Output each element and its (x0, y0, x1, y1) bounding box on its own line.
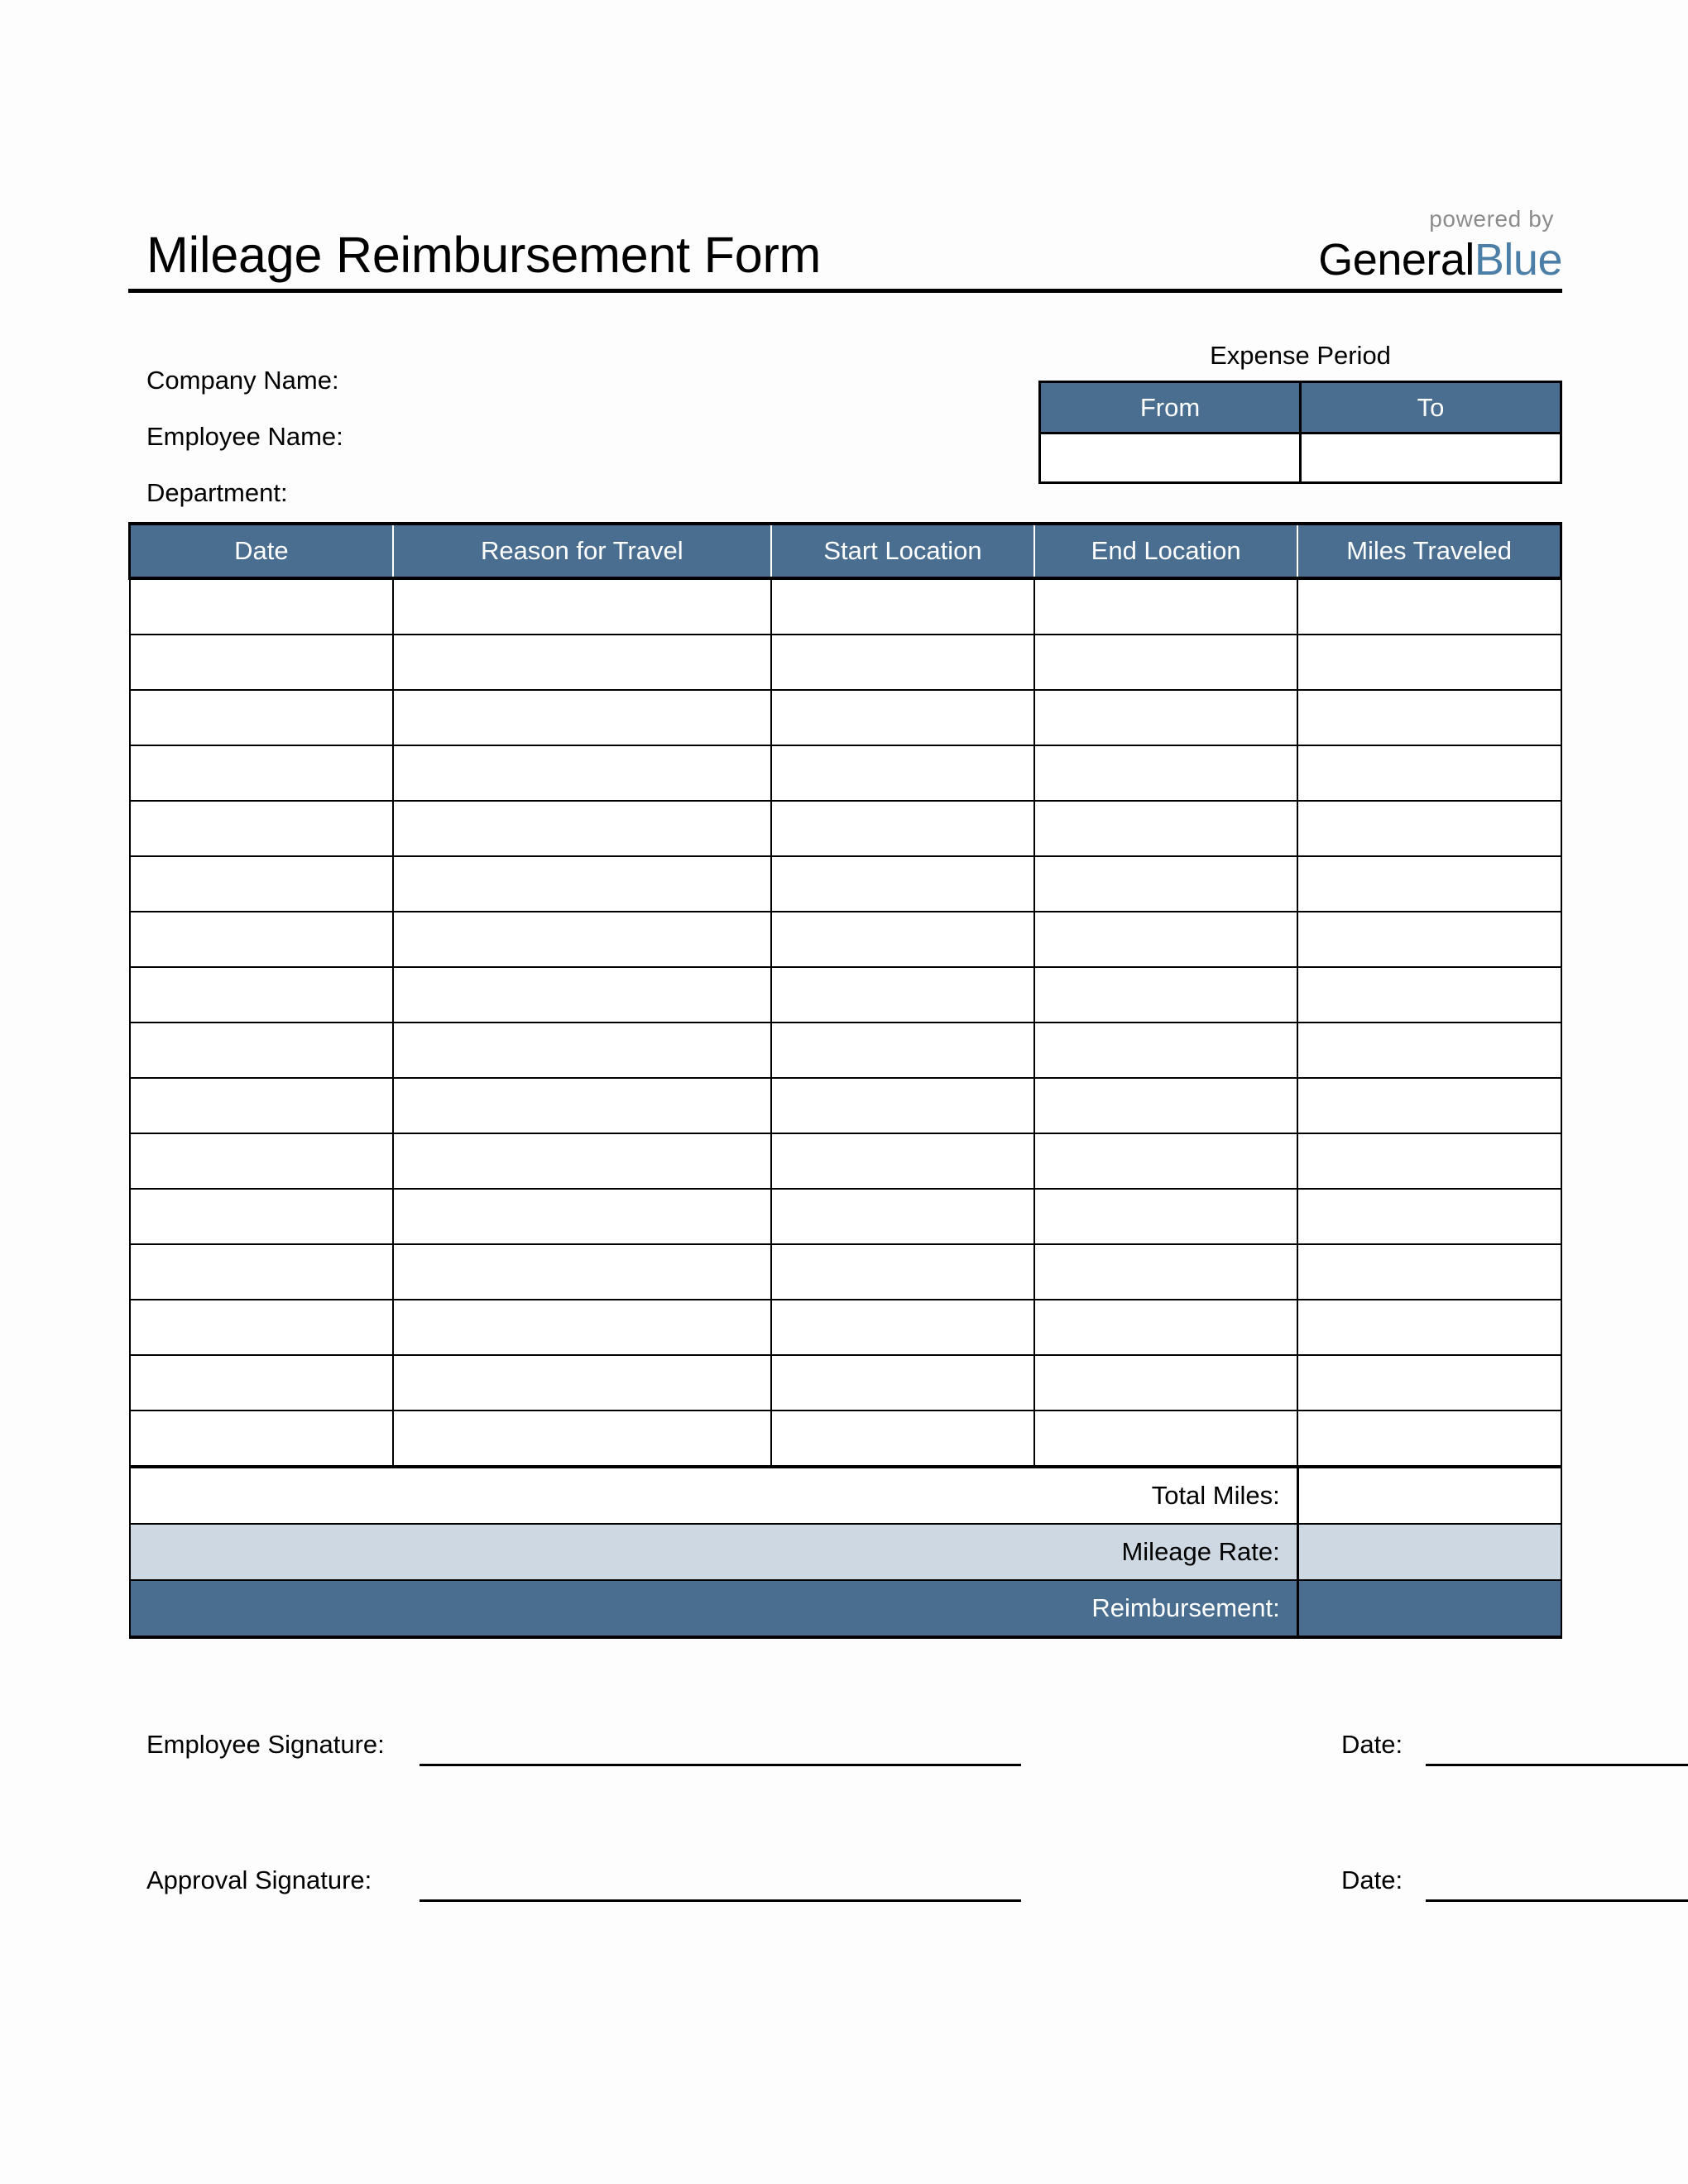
table-row (130, 635, 1561, 690)
total-miles-value[interactable] (1297, 1467, 1561, 1524)
powered-by-label: powered by (1429, 206, 1554, 232)
form-info-section (128, 341, 1562, 507)
expense-to-header: To (1301, 382, 1561, 433)
table-cell[interactable] (130, 1300, 393, 1355)
column-header-start-location: Start Location (771, 524, 1034, 578)
table-cell[interactable] (393, 856, 771, 912)
table-cell[interactable] (771, 745, 1034, 801)
table-row (130, 801, 1561, 856)
table-cell[interactable] (393, 801, 771, 856)
table-cell[interactable] (1034, 1244, 1297, 1300)
mileage-table-head (130, 524, 1561, 578)
table-cell[interactable] (1034, 745, 1297, 801)
table-cell[interactable] (771, 967, 1034, 1023)
table-row (130, 912, 1561, 967)
table-row (130, 690, 1561, 745)
table-cell[interactable] (1034, 1023, 1297, 1078)
table-cell[interactable] (130, 967, 393, 1023)
table-cell[interactable] (1297, 578, 1561, 635)
brand-name-blue: Blue (1474, 235, 1562, 285)
table-cell[interactable] (771, 1300, 1034, 1355)
approval-date-label: Date: (1341, 1866, 1403, 1894)
table-row (130, 578, 1561, 635)
table-row (130, 1189, 1561, 1244)
department-label: Department: (146, 478, 288, 507)
employee-signature-row (128, 1726, 1562, 1815)
title-divider (128, 289, 1562, 293)
table-row (130, 1410, 1561, 1467)
employee-date-label: Date: (1341, 1730, 1403, 1759)
table-cell[interactable] (1034, 1189, 1297, 1244)
table-cell[interactable] (130, 1023, 393, 1078)
table-cell[interactable] (393, 1244, 771, 1300)
table-row (130, 1023, 1561, 1078)
page-content (128, 0, 1562, 1941)
table-cell[interactable] (1297, 1023, 1561, 1078)
table-cell[interactable] (771, 856, 1034, 912)
mileage-table-body (130, 578, 1561, 1467)
table-cell[interactable] (130, 745, 393, 801)
table-cell[interactable] (1297, 856, 1561, 912)
column-header-miles-traveled: Miles Traveled (1297, 524, 1561, 578)
table-cell[interactable] (393, 1023, 771, 1078)
reimbursement-row (130, 1580, 1561, 1637)
expense-period-header-row (1040, 382, 1561, 433)
table-cell[interactable] (771, 1355, 1034, 1410)
table-cell[interactable] (393, 1355, 771, 1410)
expense-period-table (1038, 381, 1562, 484)
approval-signature-row (128, 1861, 1562, 1951)
column-header-end-location: End Location (1034, 524, 1297, 578)
table-cell[interactable] (393, 1189, 771, 1244)
table-cell[interactable] (1297, 912, 1561, 967)
table-cell[interactable] (130, 578, 393, 635)
reimbursement-label: Reimbursement: (130, 1580, 1298, 1637)
table-cell[interactable] (1034, 1355, 1297, 1410)
table-cell[interactable] (1034, 1078, 1297, 1133)
approval-signature-label: Approval Signature: (146, 1866, 372, 1894)
table-cell[interactable] (1034, 578, 1297, 635)
employee-signature-line[interactable] (420, 1764, 1021, 1766)
table-cell[interactable] (130, 1410, 393, 1467)
table-cell[interactable] (771, 1078, 1034, 1133)
table-cell[interactable] (393, 1133, 771, 1189)
table-row (130, 745, 1561, 801)
table-cell[interactable] (1034, 1300, 1297, 1355)
table-cell[interactable] (1297, 967, 1561, 1023)
reimbursement-value[interactable] (1297, 1580, 1561, 1637)
table-cell[interactable] (130, 635, 393, 690)
column-header-date: Date (130, 524, 393, 578)
employee-date-line[interactable] (1426, 1764, 1688, 1766)
table-cell[interactable] (130, 856, 393, 912)
total-miles-label: Total Miles: (130, 1467, 1298, 1524)
expense-from-header: From (1040, 382, 1301, 433)
table-cell[interactable] (130, 1244, 393, 1300)
brand-name-general: General (1318, 235, 1475, 285)
table-cell[interactable] (771, 578, 1034, 635)
employee-signature-label: Employee Signature: (146, 1730, 385, 1759)
mileage-header-row (130, 524, 1561, 578)
brand-logo (1318, 206, 1562, 285)
table-cell[interactable] (1034, 1410, 1297, 1467)
table-cell[interactable] (1297, 1300, 1561, 1355)
info-labels (146, 352, 343, 521)
table-cell[interactable] (130, 690, 393, 745)
table-row (130, 1355, 1561, 1410)
table-row (130, 856, 1561, 912)
table-cell[interactable] (1297, 635, 1561, 690)
table-cell[interactable] (771, 1023, 1034, 1078)
table-cell[interactable] (1297, 690, 1561, 745)
signature-section (128, 1726, 1562, 1941)
table-cell[interactable] (1034, 801, 1297, 856)
table-cell[interactable] (130, 1133, 393, 1189)
table-cell[interactable] (1297, 1133, 1561, 1189)
table-cell[interactable] (130, 1078, 393, 1133)
table-cell[interactable] (1297, 801, 1561, 856)
table-cell[interactable] (771, 1133, 1034, 1189)
table-cell[interactable] (393, 1300, 771, 1355)
table-cell[interactable] (130, 1355, 393, 1410)
column-header-reason-for-travel: Reason for Travel (393, 524, 771, 578)
brand-name (1318, 235, 1562, 285)
company-name-label: Company Name: (146, 366, 339, 395)
table-cell[interactable] (393, 967, 771, 1023)
table-cell[interactable] (1297, 1189, 1561, 1244)
table-cell[interactable] (771, 1244, 1034, 1300)
table-cell[interactable] (771, 635, 1034, 690)
table-cell[interactable] (1297, 1355, 1561, 1410)
table-cell[interactable] (771, 801, 1034, 856)
total-miles-row (130, 1467, 1561, 1524)
table-cell[interactable] (130, 912, 393, 967)
table-cell[interactable] (130, 1189, 393, 1244)
approval-date-line[interactable] (1426, 1899, 1688, 1902)
expense-period-title: Expense Period (1210, 341, 1391, 370)
expense-period-value-row (1040, 433, 1561, 483)
mileage-rate-row (130, 1524, 1561, 1580)
table-cell[interactable] (1034, 967, 1297, 1023)
approval-signature-line[interactable] (420, 1899, 1021, 1902)
table-row (130, 967, 1561, 1023)
table-cell[interactable] (1034, 1133, 1297, 1189)
table-cell[interactable] (1297, 1244, 1561, 1300)
table-cell[interactable] (1034, 856, 1297, 912)
mileage-rate-label: Mileage Rate: (130, 1524, 1298, 1580)
mileage-summary-body (130, 1467, 1561, 1637)
table-cell[interactable] (1297, 1078, 1561, 1133)
employee-name-label: Employee Name: (146, 422, 343, 451)
table-row (130, 1300, 1561, 1355)
table-cell[interactable] (393, 745, 771, 801)
table-cell[interactable] (393, 1410, 771, 1467)
expense-to-input[interactable] (1301, 433, 1561, 483)
table-row (130, 1078, 1561, 1133)
table-cell[interactable] (1297, 1410, 1561, 1467)
table-cell[interactable] (771, 1410, 1034, 1467)
table-cell[interactable] (771, 690, 1034, 745)
expense-from-input[interactable] (1040, 433, 1301, 483)
table-row (130, 1133, 1561, 1189)
table-cell[interactable] (1034, 635, 1297, 690)
table-row (130, 1244, 1561, 1300)
document-header (128, 178, 1562, 285)
table-cell[interactable] (393, 690, 771, 745)
table-cell[interactable] (393, 1078, 771, 1133)
table-cell[interactable] (393, 912, 771, 967)
table-cell[interactable] (1297, 745, 1561, 801)
table-cell[interactable] (771, 1189, 1034, 1244)
table-cell[interactable] (771, 912, 1034, 967)
table-cell[interactable] (1034, 690, 1297, 745)
table-cell[interactable] (1034, 912, 1297, 967)
table-cell[interactable] (393, 578, 771, 635)
mileage-rate-value[interactable] (1297, 1524, 1561, 1580)
expense-period-block (1038, 342, 1562, 484)
table-cell[interactable] (130, 801, 393, 856)
page-title: Mileage Reimbursement Form (146, 227, 822, 283)
table-cell[interactable] (393, 635, 771, 690)
mileage-log-table (128, 522, 1562, 1639)
